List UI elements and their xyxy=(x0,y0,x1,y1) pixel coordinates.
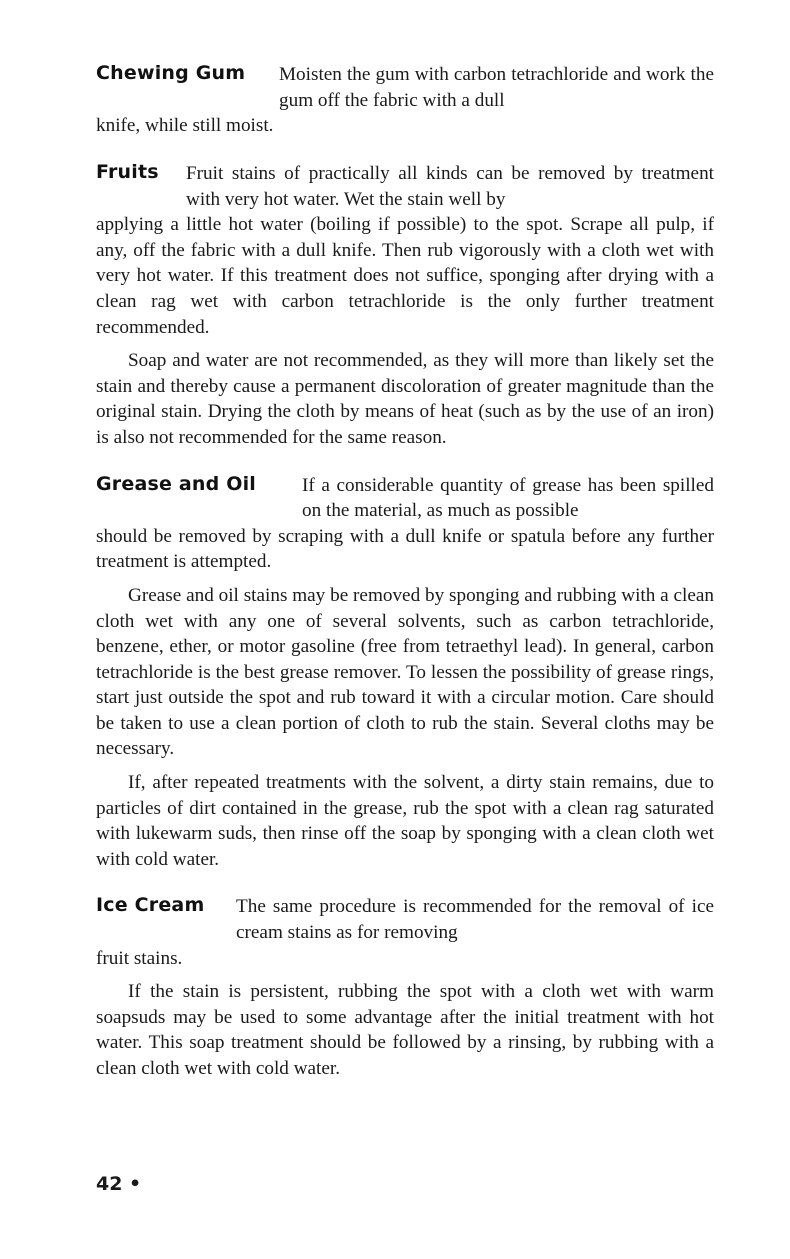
section-lead: If a considerable quantity of grease has been spilled on the material, as much as possible xyxy=(302,474,714,522)
section-heading: Ice Cream xyxy=(96,894,205,917)
section-fruits xyxy=(96,161,714,451)
section-paragraph: If, after repeated treatments with the solvent, a dirty stain remains, due to particles of dirt contained in the grease, rub the spot with a clean rag saturated with lukewarm suds, then rinse off the soap by sponging with a clean cloth wet with cold water. xyxy=(96,772,714,870)
section-paragraph: If the stain is persistent, rubbing the spot with a cloth wet with warm soapsuds may be used to some advantage after the initial treatment with hot water. This soap treatment should be followed by a rinsing, by rubbing with a clean cloth wet with cold water. xyxy=(96,981,714,1079)
section-chewing-gum xyxy=(96,62,714,139)
section-ice-cream xyxy=(96,894,714,1081)
page-body xyxy=(96,62,714,1082)
section-heading: Chewing Gum xyxy=(96,62,246,84)
section-text: fruit stains. xyxy=(96,947,183,969)
section-paragraph: Soap and water are not recommended, as they will more than likely set the stain and thereby cause a permanent discoloration of greater magnitude than the original stain. Drying the cloth by means of heat (such as by the use of an iron) is also not recommended for the same reason. xyxy=(96,350,714,448)
section-grease-and-oil xyxy=(96,473,714,873)
section-text: applying a little hot water (boiling if possible) to the spot. Scrape all pulp, if any, off the fabric with a dull knife. Then rub vigorously with a cloth wet with very hot water. If this treatment does not suffice, sponging after drying with a clean rag wet with carbon tetrachloride is the only further treatment recommended. xyxy=(96,214,714,338)
section-text: knife, while still moist. xyxy=(96,115,274,137)
section-heading: Fruits xyxy=(96,161,159,183)
section-lead: Moisten the gum with carbon tetrachloride and work the gum off the fabric with a dull xyxy=(279,64,714,111)
section-lead: The same procedure is recommended for the removal of ice cream stains as for removing xyxy=(236,896,714,944)
section-text: should be removed by scraping with a dull knife or spatula before any further treatment is attempted. xyxy=(96,525,714,573)
section-paragraph: Grease and oil stains may be removed by sponging and rubbing with a clean cloth wet with any one of several solvents, such as carbon tetrachloride, benzene, ether, or motor gasoline (free from tetraethyl lead). In general, carbon tetrachloride is the best grease remover. To lessen the possibility of grease rings, start just outside the spot and rub toward it with a circular motion. Care should be taken to use a clean portion of cloth to rub the stain. Several cloths may be necessary. xyxy=(96,584,714,760)
section-lead: Fruit stains of practically all kinds can be removed by treatment with very hot water. Wet the stain well by xyxy=(186,163,714,210)
page-number: 42 • xyxy=(96,1173,142,1195)
section-heading: Grease and Oil xyxy=(96,472,257,495)
